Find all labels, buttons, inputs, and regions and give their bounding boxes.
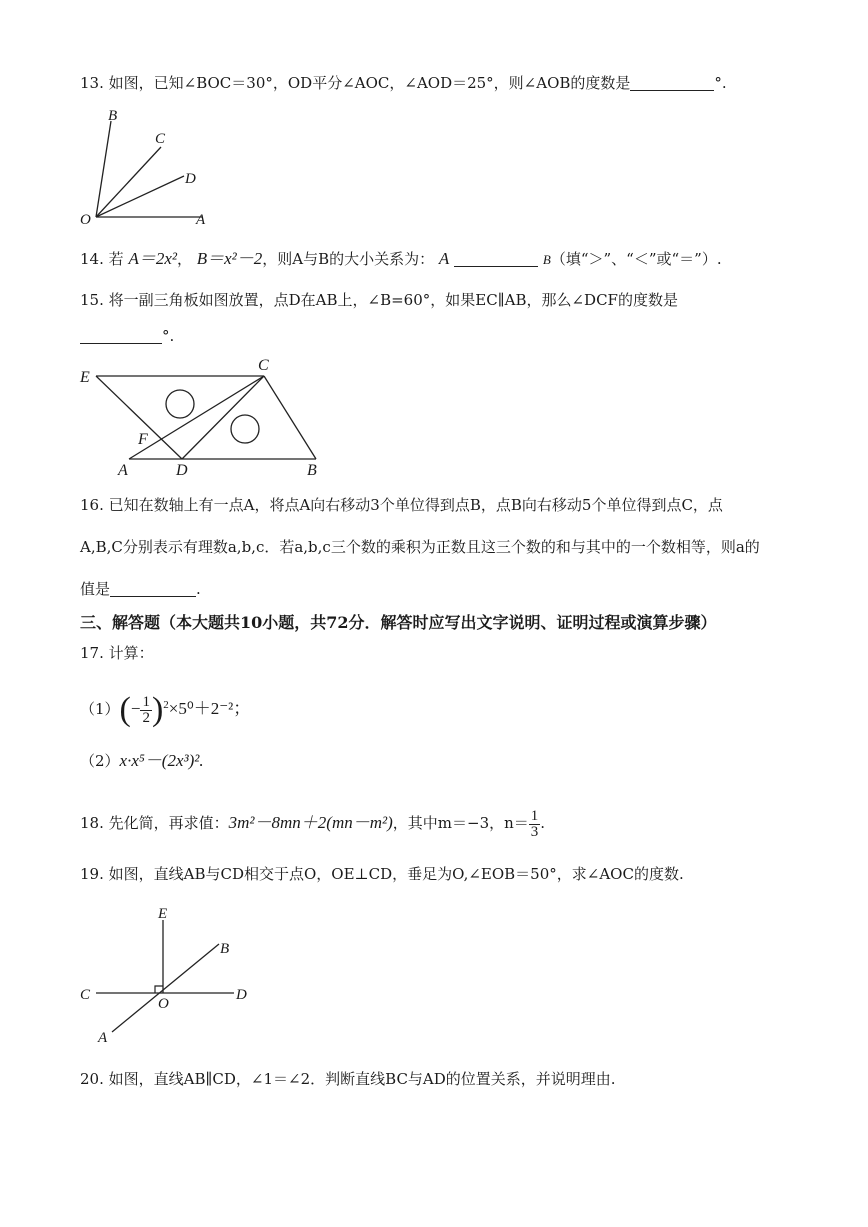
figure-13-angle-diagram [74,104,224,229]
question-15-answer-line [80,325,174,347]
question-15 [80,289,678,311]
question-19 [80,863,684,885]
label-F: F [138,431,148,448]
question-text: 将一副三角板如图放置，点D在AB上，∠B=60°，如果EC∥AB，那么∠DCF的度数是 [108,291,678,309]
fraction [529,809,541,840]
question-tail: . [540,814,546,832]
fraction-denominator: 3 [530,823,539,840]
question-prefix: 若 [108,250,124,268]
label-B: B [307,462,317,478]
question-number: 17. [80,644,104,662]
question-16 [80,494,723,516]
question-number: 15. [80,291,104,309]
right-paren: ) [151,691,164,728]
left-paren: ( [119,691,131,728]
label-O: O [80,212,91,228]
question-17 [80,642,154,664]
question-text-line-1: 已知在数轴上有一点A，将点A向右移动3个单位得到点B，点B向右移动5个单位得到点C，点 [108,496,723,514]
question-text: 如图，直线AB∥CD，∠1＝∠2．判断直线BC与AD的位置关系，并说明理由. [108,1070,616,1088]
question-17-part-1 [80,686,250,729]
question-17-part-2 [80,750,204,772]
minus-sign: − [130,699,141,718]
expression: 3m²－8mn＋2(mn－m²) [228,813,393,832]
label-O: O [158,996,169,1012]
question-text-line-3: 值是 [80,580,111,598]
label-A: A [196,212,206,228]
question-20 [80,1068,616,1090]
question-16-line-2 [80,536,760,558]
fraction-numerator: 1 [142,693,150,710]
question-14: 14. 若 A＝2x²， B＝x²－2，则A与B的大小关系为： A B（填“＞”、“＜”或“＝”）. [80,249,722,268]
label-E: E [80,369,90,386]
expression-a: A＝2x² [128,249,177,268]
fraction [140,695,152,726]
question-tail: °. [162,327,175,345]
answer-blank[interactable] [630,76,714,91]
question-18 [80,808,545,840]
fraction-numerator: 1 [530,807,539,824]
label-C: C [155,131,166,147]
question-number: 13. [80,74,104,92]
figure-19-intersecting-lines [74,900,264,1048]
label-D: D [185,171,196,187]
question-text: ，则A与B的大小关系为： [262,250,435,268]
figure-15-triangle-diagram [74,352,334,478]
question-16-line-3 [80,578,201,600]
exponent: 2 [163,699,169,711]
label-A: A [118,462,128,478]
question-number: 14. [80,250,104,268]
question-number: 19. [80,865,104,883]
label-E: E [158,906,168,922]
part-label: （2） [80,752,120,770]
answer-blank[interactable] [110,582,196,597]
variable-a: A [438,249,450,268]
section-heading: 三、解答题（本大题共10小题，共72分．解答时应写出文字说明、证明过程或演算步骤） [80,613,717,632]
question-number: 18. [80,814,104,832]
expression-b: B＝x²－2 [196,249,263,268]
expression-rest: ×5⁰＋2⁻²； [168,699,251,718]
part-label: （1） [80,700,120,718]
question-tail: （填“＞”、“＜”或“＝”）. [550,250,722,268]
label-C: C [258,357,269,374]
question-tail: . [196,580,201,598]
question-number: 16. [80,496,104,514]
label-D: D [236,987,247,1003]
fraction-denominator: 2 [142,709,150,726]
condition-text: ，其中m＝−3，n＝ [392,814,529,832]
question-text: 先化简，再求值： [108,814,229,832]
label-B: B [220,941,230,957]
variable-b: B [542,252,551,267]
label-C: C [80,987,91,1003]
answer-blank[interactable] [80,329,162,344]
label-D: D [176,462,188,478]
question-13 [80,72,727,94]
label-A: A [98,1030,108,1046]
expression: x·x⁵－(2x³)². [119,751,204,770]
answer-blank[interactable] [454,252,538,267]
question-tail: °. [714,74,727,92]
question-text: 计算： [108,644,154,662]
question-text-line-2: A,B,C分别表示有理数a,b,c．若a,b,c三个数的乘积为正数且这三个数的和与其中的一个数相等，则a的 [80,538,760,556]
question-text: 如图，直线AB与CD相交于点O，OE⊥CD，垂足为O,∠EOB＝50°，求∠AOC的度数. [108,865,684,883]
question-text: 如图，已知∠BOC＝30°，OD平分∠AOC，∠AOD＝25°，则∠AOB的度数是 [108,74,631,92]
label-B: B [108,108,118,124]
question-number: 20. [80,1070,104,1088]
